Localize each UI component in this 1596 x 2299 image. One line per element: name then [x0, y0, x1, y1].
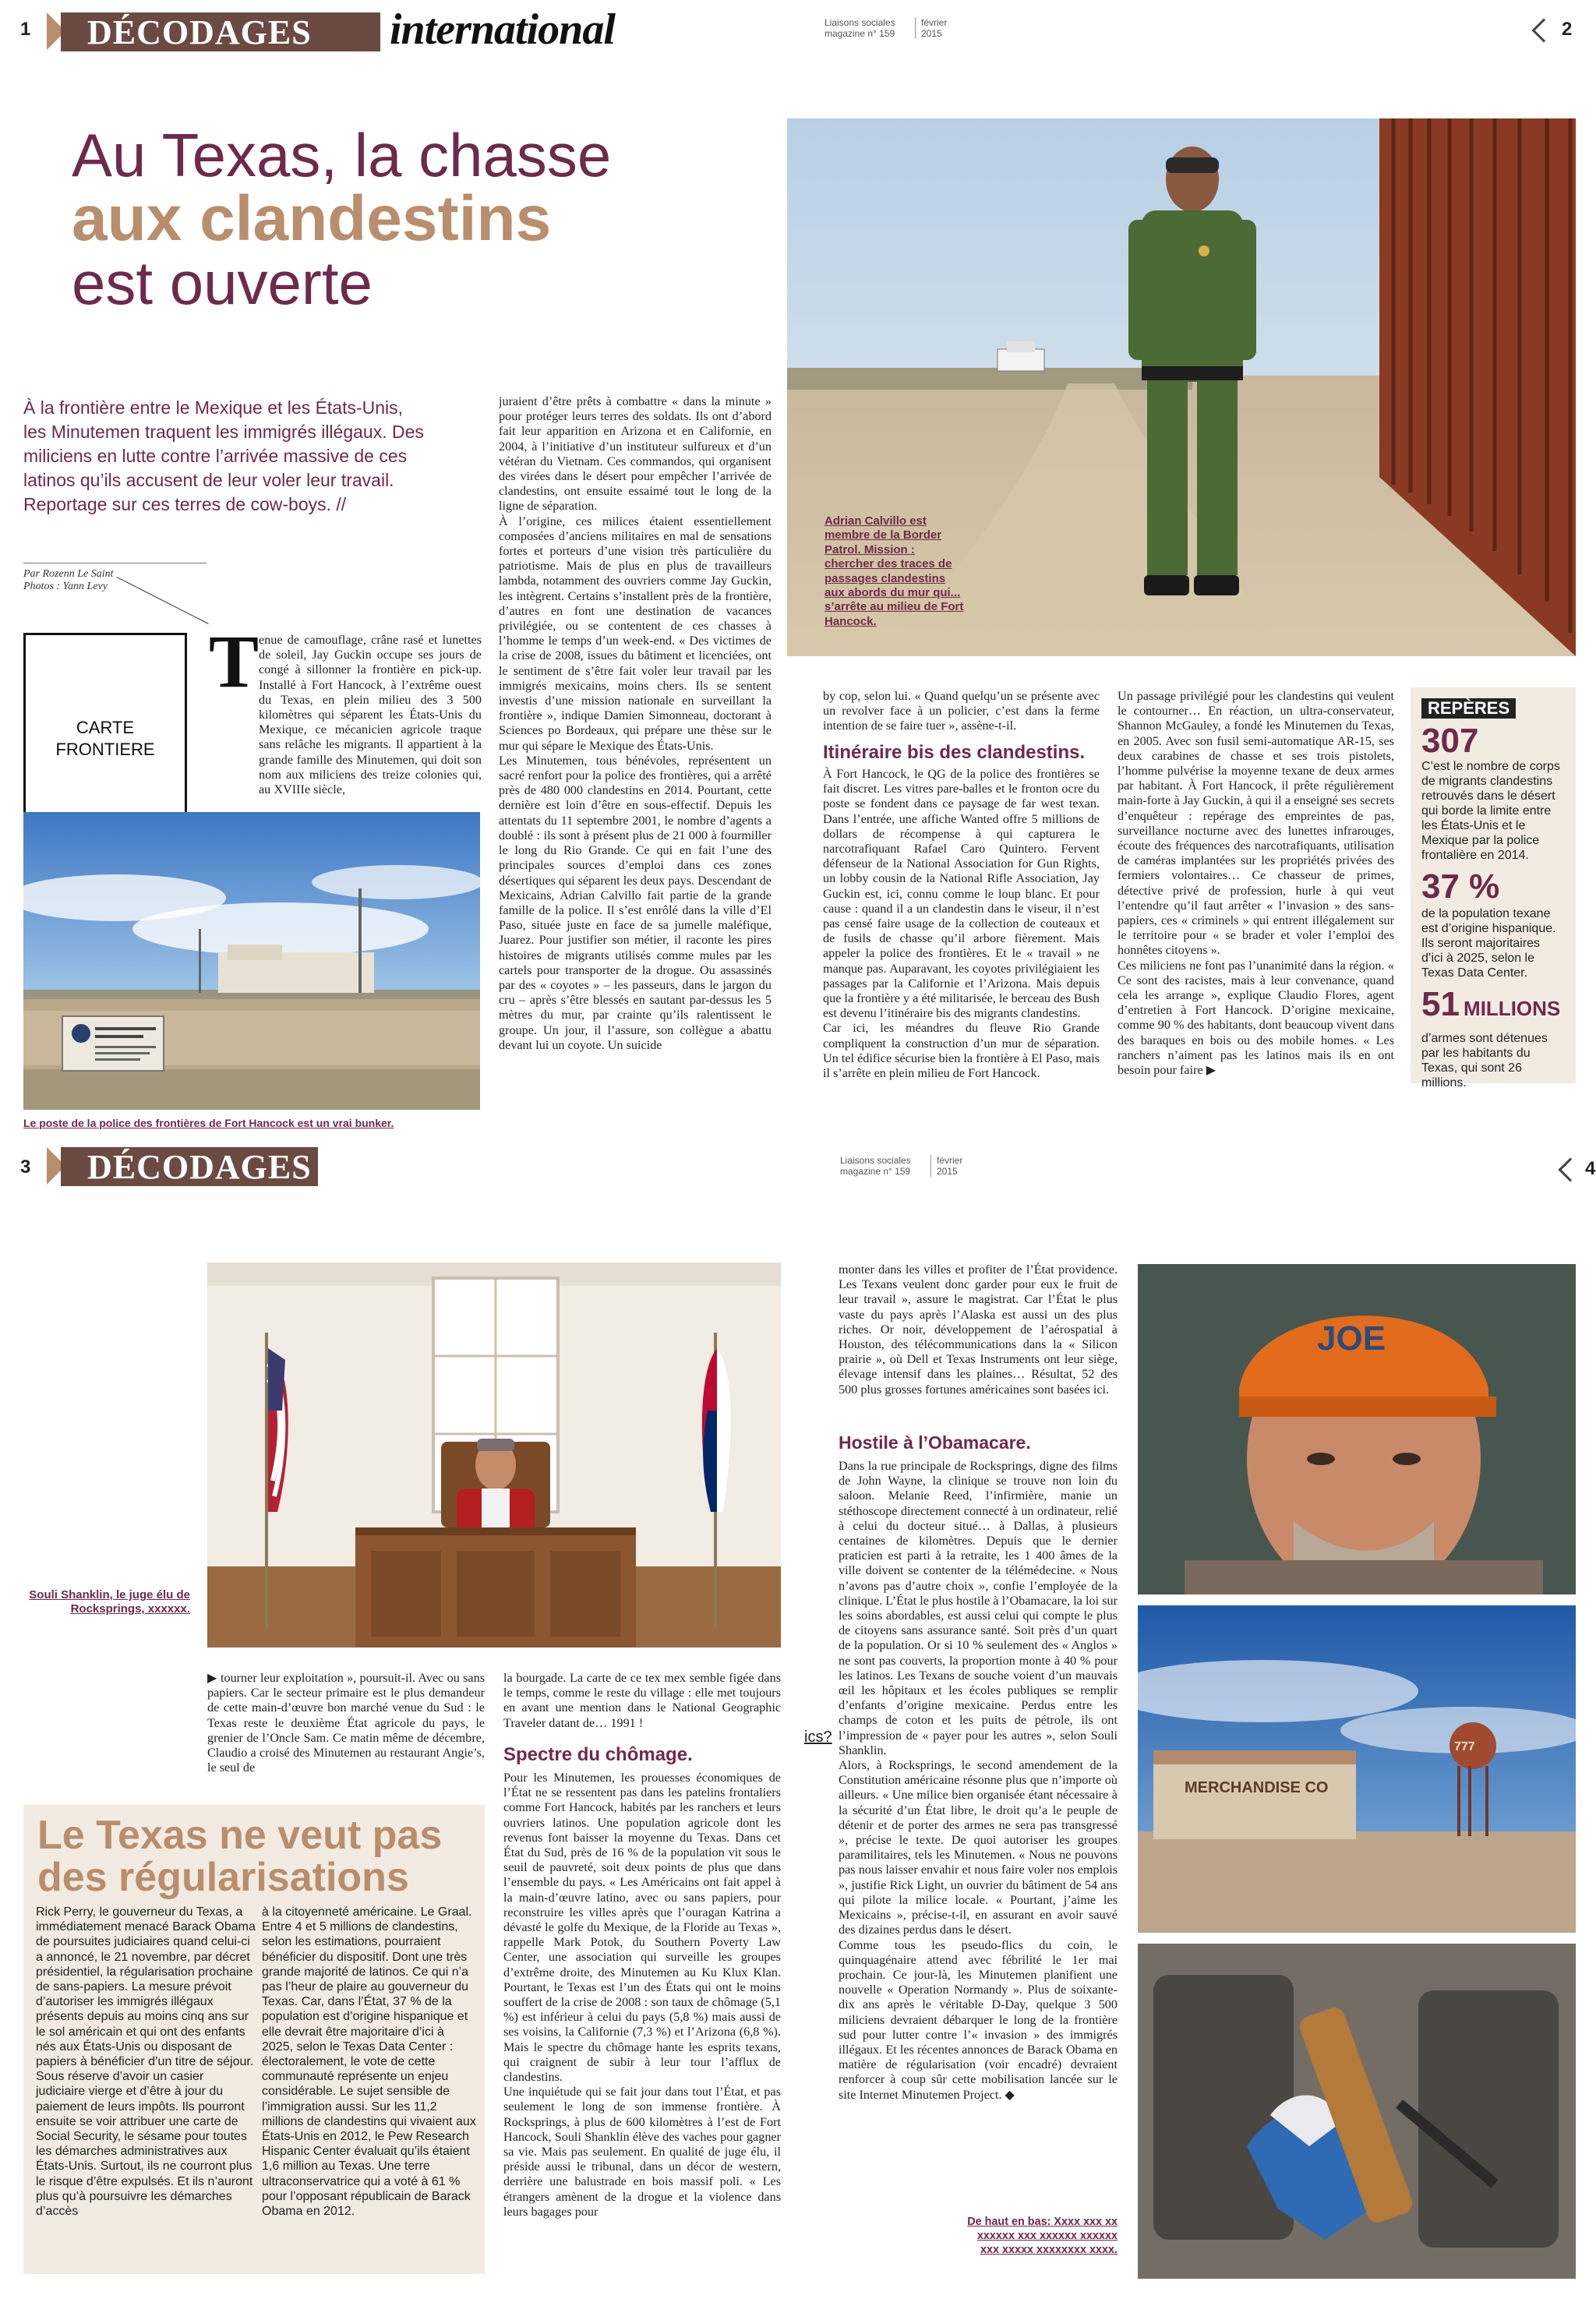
reperes-text-2: de la population texane est d’origine hispanique. Ils seront majoritaires d’ici à 2025, selon le Texas Data Center. — [1421, 907, 1556, 980]
meta-divider — [930, 1155, 931, 1177]
chevron-left-icon[interactable] — [1531, 18, 1555, 42]
body-col-1: enue de camouflage, crâne rasé et lunettes de soleil, Jay Guckin occupe ses jours de congé à sillonner la frontière en pick-up. Installé à Fort Hancock, à l’extrême ouest du Texas, en plein milieu des 3 500 kilomètres qui séparent les États-Unis du Mexique, ce mécanicien agricole traque sans relâche les migrants. Il appartient à la grande famille des Minutemen, qui doit son nom aux miliciens des treize colonies qui, au XVIIIe siècle, — [259, 633, 482, 797]
reperes-box — [1411, 687, 1576, 1089]
photo-judge — [207, 1263, 781, 1647]
page-number-2: 2 — [1562, 19, 1573, 40]
reperes-title: REPÈRES — [1421, 698, 1516, 719]
stray-text: ics? — [804, 1729, 832, 1746]
headline-line-1: Au Texas, la chasse — [72, 121, 612, 189]
svg-text:JOE: JOE — [1317, 1319, 1386, 1358]
section-banner-3 — [61, 1147, 318, 1186]
body-col-3-intro: by cop, selon lui. « Quand quelqu’un se présente avec un revolver face à un policier, c’est dans la ferme intention de se faire tuer », assène-t-il. — [823, 689, 1100, 733]
sidebar-title: Le Texas ne veut pas des régularisations — [37, 1813, 443, 1900]
p3-col-2: Pour les Minutemen, les prouesses économiques de l’État ne se ressentent pas dans les patelins frontaliers comme Fort Hancock, habités par les ranchers et leurs ouvriers latinos. Une population agricole dont les revenus font baisser la moyenne du Texas. Dans cet État du Sud, près de 16 % de la population vit sous le seuil de pauvreté, soit deux points de plus que dans l’ensemble du pays. « Les Américains ont fait appel à la main-d’œuvre latino, avec ou sans papiers, pour reconstruire les villes après que l’ouragan Katrina a dévasté le golfe du Mexique, de la Floride au Texas », rappelle Mark Potok, du Southern Poverty Law Center, une association qui surveille les groupes d’extrême droite, des Minutemen au Ku Klux Klan. Pourtant, le Texas est l’un des États qui ont le moins souffert de la crise de 2008 : son taux de chômage (5,1 %) est inférieur à celui du pays (5,8 %) mais aussi de ses voisins, la Californie (7,3 %) et l’Arizona (6,8 %). Mais le spectre du chômage hante les esprits texans, qui craignent de subir à leur tour l’afflux de clandestins. Une inquiétude qui se fait jour dans tout l’État, et pas seulement le long de son immense frontière. À Rocksprings, à plus de 600 kilomètres à l’est de Fort Hancock, Souli Shanklin élève des vaches pour gagner sa vie. Mais pas seulement. En qualité de juge élu, il préside aussi le tribunal, dans un décor de western, derrière une balustrade en bois massif poli. « Les étrangers amènent de la drogue et la violence dans leurs bagages pour — [503, 1771, 781, 2219]
photo-border-station — [23, 812, 480, 1110]
standfirst: À la frontière entre le Mexique et les États-Unis, les Minutemen traquent les immigrés illégaux. Des miliciens en lutte contre l’arrivée massive de ces latinos qu’ils accusent de leur voler leur travail. Reportage sur ces terres de cow-boys. // — [23, 397, 424, 514]
body-col-3: À Fort Hancock, le QG de la police des frontières se fait discret. Les vitres pare-balles et le fronton ocre du poste se fondent dans ce paysage de far west texan. Dans l’entrée, une affiche Wanted offre 5 millions de dollars de récompense à qui capturera le narcotrafiquant Rafael Caro Quintero. Fervent défenseur de la National Association for Gun Rights, un lobby cousin de la National Rifle Association, Jay Guckin est, ici, connu comme le loup blanc. Et pour cause : quand il a un clandestin dans le viseur, il n’est pas censé faire usage de la collection de couteaux et de fusils de chasse qu’il arbore fièrement. Mais appeler la police des frontières. Et le « travail » ne manque pas. Auparavant, les coyotes privilégiaient les passages par la Californie et l’Arizona. Mais depuis que la frontière y a été militarisée, le berceau des Bush est devenu l’itinéraire bis des migrants clandestins. Car ici, les méandres du fleuve Rio Grande compliquent la construction d’un mur de séparation. Un tel édifice sécurise bien la frontière à El Paso, mais il s’arrête en plein milieu de Fort Hancock. — [823, 767, 1100, 1081]
issue-date: février 2015 — [937, 1155, 963, 1177]
byline-photos: Photos : Yann Levy — [23, 581, 108, 592]
banner-label: DÉCODAGES — [87, 1147, 312, 1186]
map-placeholder: CARTE FRONTIERE — [23, 633, 187, 845]
photo-merchandise — [1138, 1605, 1576, 1933]
subhead-obamacare: Hostile à l’Obamacare. — [839, 1432, 1031, 1453]
p3-col-2-intro: la bourgade. La carte de ce tex mex semble figée dans le temps, comme le reste du village : elle met toujours en avant une mention dans le National Geographic Traveler datant de… 1991 ! — [503, 1671, 781, 1730]
reperes-row-3 — [1421, 985, 1565, 1031]
reperes-text-1: C’est le nombre de corps de migrants clandestins retrouvés dans le désert qui borde la limite entre les États-Unis et le Mexique par la police frontalière en 2014. — [1421, 760, 1560, 862]
headline-line-2: aux clandestins — [72, 183, 552, 254]
section-label: international — [390, 5, 615, 54]
photo-rifle — [1138, 1944, 1576, 2279]
section-banner-1 — [61, 12, 380, 51]
drop-cap: T — [209, 620, 260, 703]
svg-text:MERCHANDISE CO: MERCHANDISE CO — [1185, 1779, 1329, 1796]
caption-bottom-right: De haut en bas: Xxxx xxx xx xxxxxx xxx xxxxxx xxxxxx xxx xxxxx xxxxxxxx xxxx. — [967, 2216, 1118, 2256]
page-number-4: 4 — [1585, 1158, 1596, 1179]
sidebar-col-1: Rick Perry, le gouverneur du Texas, a immédiatement menacé Barack Obama de poursuites judiciaires quand celui-ci a annoncé, le 21 novembre, par décret présidentiel, la régularisation prochaine de sans-papiers. La mesure prévoit d’autoriser les immigrés illégaux présents depuis au moins cinq ans sur le sol américain et qui ont des enfants nés aux États-Unis ou disposant de papiers à bénéficier d’un titre de séjour. Sous réserve d’avoir un casier judiciaire vierge et d’être à jour du paiement de leurs impôts. Ils pourront ensuite se voir attribuer une carte de Social Security, le sésame pour toutes les démarches administratives aux États-Unis. Surtout, ils ne courront plus le risque d’être expulsés. Et ils n’auront plus qu’à poursuivre les démarches d’accès — [36, 1905, 256, 2219]
reperes-number-1: 307 — [1421, 722, 1479, 760]
p3-col-1: ▶ tourner leur exploitation », poursuit-il. Avec ou sans papiers. Car le secteur primaire est le plus demandeur de cette main-d’œuvre bon marché venue du Sud : le Texas reste le deuxième État agricole du pays, le grenier de l’Oncle Sam. Ce matin même de décembre, Claudio a croisé des Minutemen au restaurant Angie’s, le seul de — [207, 1671, 485, 1775]
svg-text:777: 777 — [1454, 1740, 1475, 1753]
sidebar-col-2: à la citoyenneté américaine. Le Graal. Entre 4 et 5 millions de clandestins, selon les estimations, pourraient bénéficier du dispositif. Dont une très grande majorité de latinos. Ce qui n’a pas l’heur de plaire au gouverneur du Texas. Car, dans l’État, 37 % de la population est d’origine hispanique et elle devrait être majoritaire d’ici à 2025, selon le Texas Data Center : électoralement, le vote de cette communauté représente un enjeu considérable. Le sujet sensible de l’immigration aussi. Sur les 11,2 millions de clandestins qui vivaient aux États-Unis en 2012, le Pew Research Hispanic Center évaluait qu’ils étaient 1,6 million au Texas. Une terre ultraconservatrice qui a voté à 61 % pour l’opposant républicain de Barack Obama en 2012. — [262, 1905, 476, 2219]
subhead-itineraire: Itinéraire bis des clandestins. — [823, 742, 1086, 763]
magazine-info: Liaisons sociales magazine n° 159 — [824, 17, 895, 39]
headline — [72, 123, 773, 315]
body-col-4: Un passage privilégié pour les clandestins qui veulent le contourner… En réaction, un ultra-conservateur, Shannon McGauley, a fondé les Minutemen du Texas, en 2005. Avec son fusil semi-automatique AR-15, ses deux carabines de chasse et ses trois pistolets, l’homme pulvérise la moyenne texane de deux armes par habitant. À Fort Hancock, il prête régulièrement main-forte à Jay Guckin, à qui il a enseigné ses secrets d’enquêteur : repérage des empreintes de pas, surveillance nocturne avec des lunettes infrarouges, écoute des fréquences des narcotrafiquants, utilisation de caméras implantées sur les propriétés privées des fermiers volontaires… Ce chasseur de primes, détective privé de profession, hurle à qui veut l’entendre qu’il faut arrêter « l’invasion » des sans-papiers, ces « criminels » qui entrent illégalement sur le territoire pour « se brader et voler l’emploi des honnêtes citoyens ». Ces miliciens ne font pas l’unanimité dans la région. « Ce sont des racistes, mais à leur convenance, quand cela les arrange », explique Claudio Flores, agent d’entretien à Fort Hancock. D’origine mexicaine, comme 90 % des habitants, dont beaucoup vivent dans des baraques en bois ou des mobile homes. « Les ranchers n’aiment pas les latinos mais ils en ont besoin pour faire ▶ — [1118, 689, 1394, 1078]
reperes-text-3: d’armes sont détenues par les habitants du Texas, qui sont 26 millions. — [1421, 1032, 1548, 1089]
byline-box — [23, 563, 207, 593]
magazine-info: Liaisons sociales magazine n° 159 — [840, 1155, 911, 1177]
p3-col-3b: Dans la rue principale de Rocksprings, digne des films de John Wayne, la clinique se trouve non loin du saloon. Melanie Reed, l’infirmière, manie un stéthoscope directement connecté à un ordinateur, relié à celui du docteur situé… à Dallas, à plusieurs centaines de kilomètres. Depuis que le dernier praticien est parti à la retraite, les 1 400 âmes de la ville doivent se contenter de la télémédecine. « Nous n’avons pas d’autre choix », confie l’employée de la clinique. L’État le plus hostile à l’Obamacare, la loi sur les soins abordables, est aussi celui qui compte le plus de citoyens sans assurance santé. Soit près d’un quart de la population. Or si 10 % seulement des « Anglos » ne sont pas couverts, la proportion monte à 40 % pour les latinos. Les Texans de souche voient d’un mauvais œil les hôpitaux et les écoles publiques se remplir d’enfants d’origine mexicaine. Perdus entre les champs de coton et les puits de pétrole, ils ont l’impression de « payer pour les autres », selon Souli Shanklin. Alors, à Rocksprings, le second amendement de la Constitution américaine résonne plus que n’importe où ailleurs. « Une milice bien organisée étant nécessaire à la sécurité d’un État libre, le droit qu’a le peuple de détenir et de porter des armes ne sera pas transgressé », précise le texte. De quoi autoriser les groupes paramilitaires, tels les Minutemen. « Nous ne pouvons pas nous laisser envahir et nous faire voler nos emplois », justifie Rick Light, un ouvrier du bâtiment de 54 ans qui pilote la milice locale. « Pourtant, j’aime les Mexicains », précise-t-il, en assurant en avoir sauvé des dizaines perdus dans le désert. Comme tous les pseudo-flics du coin, le quinquagénaire attend avec fébrilité le 1er mai prochain. Ce jour-là, les Minutemen planifient une nouvelle « Operation Normandy ». Plus de soixante-dix ans après le véritable D-Day, quelque 3 500 miliciens devraient débarquer le long de la frontière sud pour lutter contre l’« invasion » des immigrés illégaux. Et les récentes annonces de Barack Obama en matière de régularisation (voir encadré) devraient renforcer à coup sûr cette mobilisation lancée sur le site Internet Minutemen Project. ◆ — [839, 1459, 1118, 2102]
banner-label: DÉCODAGES — [87, 12, 312, 51]
p3-col-3: monter dans les villes et profiter de l’État providence. Les Texans veulent donc garder pour eux le fruit de leur travail », assure le magistrat. Car l’État le plus vaste du pays après l’Alaska est aussi un des plus riches. Or noir, développement de l’aérospatial à Houston, des télécommunications dans la « Silicon prairie », où Dell et Texas Instruments ont leur siège, élevage intensif dans les plaines… Résultat, 52 des 500 plus grosses fortunes américaines sont basées ici. — [839, 1263, 1118, 1397]
chevron-left-icon[interactable] — [1558, 1157, 1582, 1181]
caption-post: Le poste de la police des frontières de Fort Hancock est un vrai bunker. — [23, 1117, 394, 1129]
body-col-2: juraient d’être prêts à combattre « dans la minute » pour protéger leurs terres des soldats. Ils ont d’abord fait leur apparition en Arizona et en Californie, en 2004, à l’initiative d’un instituteur sulfureux et d’un vétéran du Vietnam. Ces commandos, qui organisent des virées dans le désert pour empêcher l’arrivée de clandestins, ont ensuite essaimé tout le long de la ligne de séparation. À l’origine, ces milices étaient essentiellement composées d’anciens militaires en mal de sensations fortes et porteurs d’une vision très particulière du patriotisme. Mais de plus en plus de travailleurs lambda, notamment des ouvriers comme Jay Guckin, les intègrent. Certains s’installent près de la frontière, d’autres en font une destination de vacances privilégiée, ou se contentent de ces chasses à l’homme le temps d’un week-end. « Des victimes de la crise de 2008, issues du bâtiment et licenciées, ont le sentiment de s’être fait voler leur travail par les immigrés mexicains, moins chers. Ils se sentent investis d’une mission nationale en surveillant la frontière », indique Damien Simonneau, doctorant à Sciences po Bordeaux, qui prépare une thèse sur le mur qui sépare le Mexique des États-Unis. Les Minutemen, tous bénévoles, représentent un sacré renfort pour la police des frontières, qui a arrêté près de 480 000 clandestins en 2014. Pourtant, cette dernière est loin d’être en sous-effectif. Depuis les attentats du 11 septembre 2001, le nombre d’agents a doublé : ils sont à présent plus de 21 000 à fourmiller le long du Rio Grande. Ce qui en fait l’une des principales sources d’emploi dans ces zones désertiques qui séparent les deux pays. Descendant de Mexicains, Adrian Calvillo fait partie de la grande famille de la police. Il s’est enrôlé dans la ville d’El Paso, située juste en face de sa jumelle maléfique, Juarez. Pour justifier son métier, il raconte les pires histoires de migrants utilisés comme mules par les cartels pour transporter de la drogue. Ou assassinés par des « coyotes » – les passeurs, dans le jargon du cru – après s’être blessés en sautant par-dessus les 5 mètres du mur, par crainte qu’ils ralentissent le groupe. Un jour, il l’assure, son collègue a abattu devant lui un coyote. Un suicide — [499, 394, 772, 1052]
caption-judge: Souli Shanklin, le juge élu de Rocksprings, xxxxxx. — [29, 1588, 190, 1616]
meta-divider — [915, 17, 916, 39]
reperes-number-3: 51 — [1421, 985, 1460, 1023]
page-number-3: 3 — [20, 1157, 31, 1178]
sidebar-box — [23, 1805, 485, 2274]
subhead-spectre: Spectre du chômage. — [503, 1744, 693, 1765]
reperes-number-2: 37 % — [1421, 867, 1500, 906]
page-number-1: 1 — [20, 19, 31, 40]
headline-line-3: est ouverte — [72, 249, 373, 317]
issue-date: février 2015 — [921, 17, 948, 39]
photo-man-cap — [1138, 1264, 1576, 1594]
caption-calvillo: Adrian Calvillo est membre de la Border Patrol. Mission : chercher des traces de passages clandestins aux abords du mur qui... s’arrête au milieu de Fort Hancock. — [824, 514, 964, 628]
byline-author: Par Rozenn Le Saint — [23, 568, 114, 580]
reperes-unit-3: MILLIONS — [1464, 997, 1561, 1020]
